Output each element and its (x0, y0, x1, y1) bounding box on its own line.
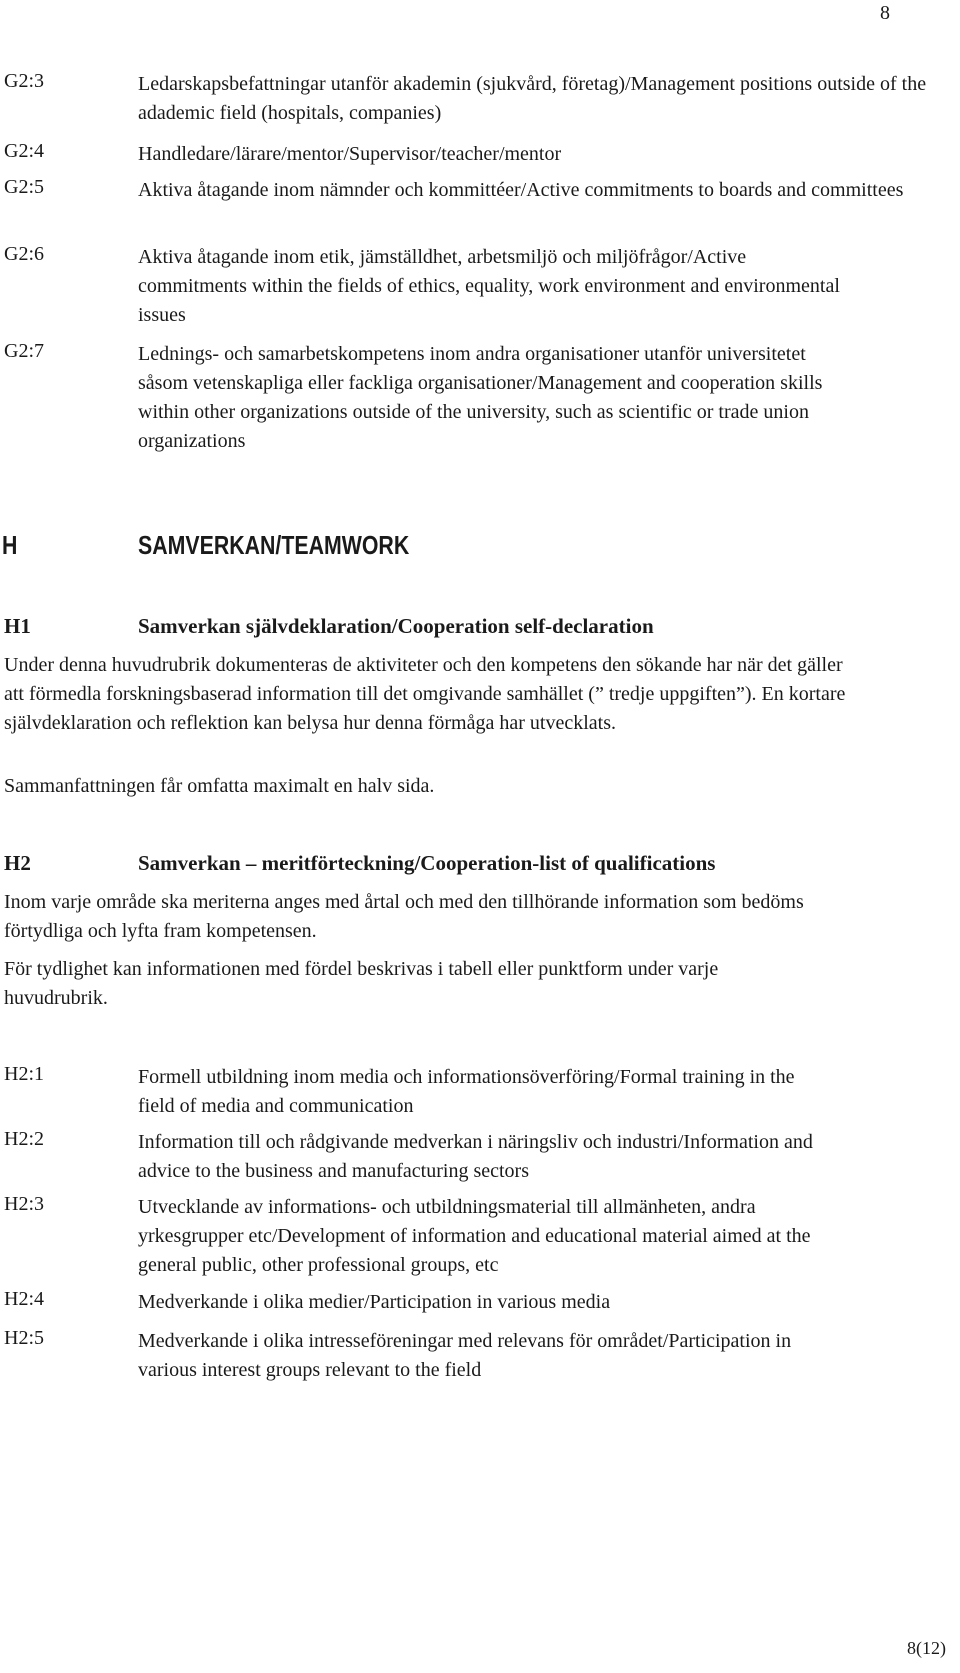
item-text-g2-5: Aktiva åtagande inom nämnder och kommittéer/Active commitments to boards and committees (138, 179, 904, 201)
page-number-bottom: 8(12) (907, 1638, 946, 1658)
h2-title: Samverkan – meritförteckning/Cooperation-list of qualifications (138, 851, 716, 875)
item-text-g2-3: Ledarskapsbefattningar utanför akademin (sjukvård, företag)/Management positions outside of the adademic field (hospitals, companies) (138, 73, 927, 124)
item-code-g2-7: G2:7 (4, 340, 44, 362)
item-text-h2-3: Utvecklande av informations- och utbildningsmaterial till allmänheten, andra yrkesgrupper etc/Development of information and educational material aimed at the general public, other professional groups, etc (138, 1196, 811, 1276)
h1-paragraph: Under denna huvudrubrik dokumenteras de aktiviteter och den kompetens den sökande har när det gäller att förmedla forskningsbaserad information till det omgivande samhället (” tredje uppgiften”). En kortare självdeklaration och reflektion kan belysa hur denna förmåga har utvecklats. (4, 654, 846, 734)
item-text-h2-5: Medverkande i olika intresseföreningar med relevans för området/Participation in various interest groups relevant to the field (138, 1330, 792, 1381)
h1-summary-note: Sammanfattningen får omfatta maximalt en halv sida. (4, 775, 435, 797)
h2-paragraph-2: För tydlighet kan informationen med fördel beskrivas i tabell eller punktform under varje huvudrubrik. (4, 958, 719, 1009)
item-code-h2-2: H2:2 (4, 1128, 44, 1150)
h2-code: H2 (4, 851, 31, 875)
section-title: SAMVERKAN/TEAMWORK (138, 530, 410, 560)
item-text-h2-2: Information till och rådgivande medverkan i näringsliv och industri/Information and advice to the business and manufacturing sectors (138, 1131, 813, 1182)
item-code-g2-3: G2:3 (4, 70, 44, 92)
item-code-h2-3: H2:3 (4, 1193, 44, 1215)
item-code-h2-5: H2:5 (4, 1327, 44, 1349)
item-text-g2-6: Aktiva åtagande inom etik, jämställdhet, arbetsmiljö och miljöfrågor/Active commitments within the fields of ethics, equality, work environment and environmental issues (138, 246, 840, 326)
item-text-h2-1: Formell utbildning inom media och informationsöverföring/Formal training in the field of media and communication (138, 1066, 795, 1117)
h1-title: Samverkan självdeklaration/Cooperation self-declaration (138, 614, 654, 638)
item-code-g2-6: G2:6 (4, 243, 44, 265)
item-text-h2-4: Medverkande i olika medier/Participation in various media (138, 1291, 611, 1313)
item-text-g2-7: Lednings- och samarbetskompetens inom andra organisationer utanför universitetet såsom vetenskapliga eller fackliga organisationer/Management and cooperation skills within other organizations outside of the university, such as scientific or trade union organizations (138, 343, 823, 452)
item-code-h2-4: H2:4 (4, 1288, 44, 1310)
h1-code: H1 (4, 614, 31, 638)
h2-paragraph-1: Inom varje område ska meriterna anges med årtal och med den tillhörande information som bedöms förtydliga och lyfta fram kompetensen. (4, 891, 804, 942)
item-code-g2-5: G2:5 (4, 176, 44, 198)
page-number-top: 8 (880, 2, 890, 24)
section-letter: H (2, 530, 18, 560)
item-code-h2-1: H2:1 (4, 1063, 44, 1085)
item-code-g2-4: G2:4 (4, 140, 44, 162)
item-text-g2-4: Handledare/lärare/mentor/Supervisor/teacher/mentor (138, 143, 562, 165)
